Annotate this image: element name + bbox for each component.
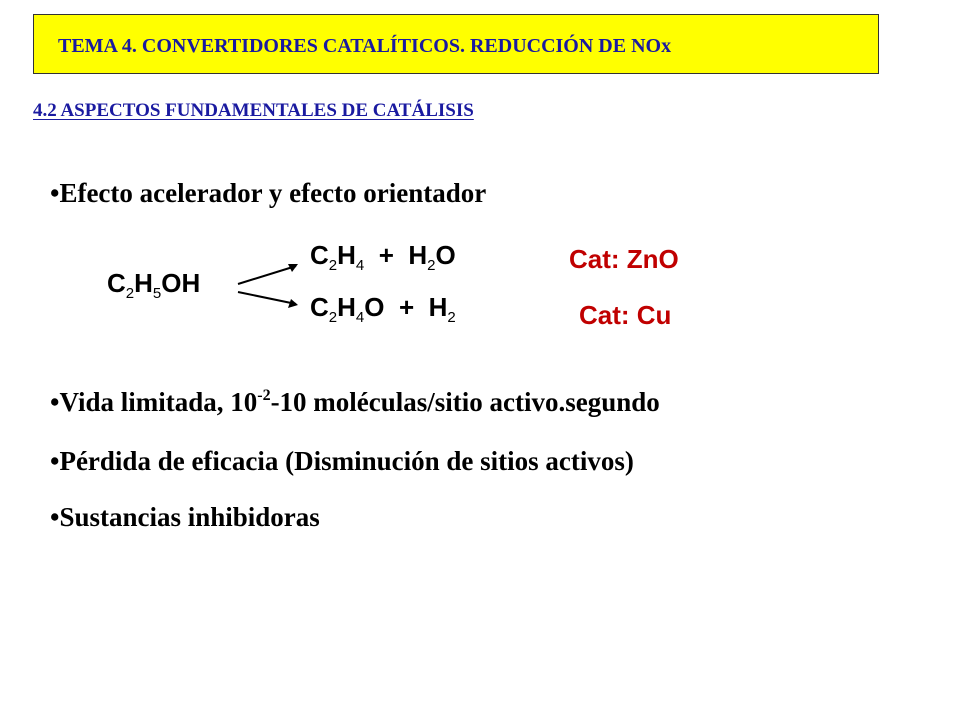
- bullet-inhibitors: •Sustancias inhibidoras: [50, 502, 320, 532]
- section-subtitle: 4.2 ASPECTOS FUNDAMENTALES DE CATÁLISIS: [33, 100, 474, 121]
- reactant-ethanol: $C_2H_5OH$: [107, 268, 201, 302]
- title-banner: [33, 14, 879, 74]
- bullet-effects: •Efecto acelerador y efecto orientador: [50, 178, 487, 208]
- slide-title: TEMA 4. CONVERTIDORES CATALÍTICOS. REDUCCIÓN DE NOx: [58, 35, 672, 57]
- product-ethylene-water: $C_2H_4 + H_2O$: [310, 240, 456, 274]
- catalyst-cu: Cat: Cu: [579, 300, 672, 330]
- catalyst-zno: Cat: ZnO: [569, 244, 679, 274]
- bullet-efficacy-loss: •Pérdida de eficacia (Disminución de sitios activos): [50, 446, 634, 476]
- bullet-lifetime: •Vida limitada, $10^{-2}-10$ moléculas/sitio activo.segundo: [50, 387, 660, 417]
- reaction-arrows: [236, 252, 306, 312]
- product-acetaldehyde-hydrogen: $C_2H_4O + H_2$: [310, 292, 456, 326]
